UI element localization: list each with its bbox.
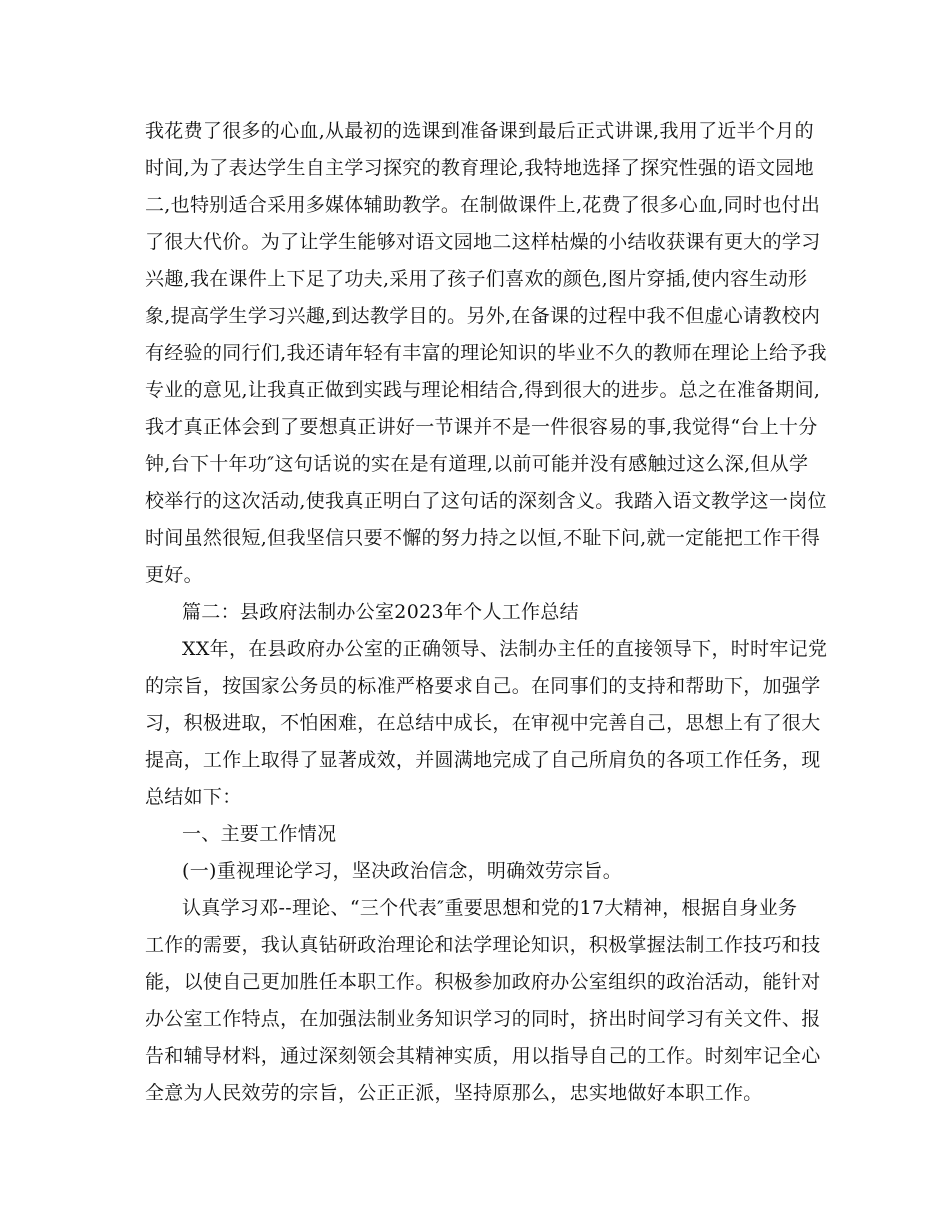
paragraph-line: 习，积极进取，不怕困难，在总结中成长，在审视中完善自己，思想上有了很大 xyxy=(145,712,821,734)
paragraph-line: 我才真正体会到了要想真正讲好一节课并不是一件很容易的事,我觉得“台上十分 xyxy=(145,416,818,438)
paragraph-line: 了很大代价。为了让学生能够对语文园地二这样枯燥的小结收获课有更大的学习 xyxy=(145,231,821,253)
paragraph-line: 更好。 xyxy=(145,564,203,586)
paragraph-line: 能，以使自己更加胜任本职工作。积极参加政府办公室组织的政治活动，能针对 xyxy=(145,971,821,993)
subsection-heading: (一)重视理论学习，坚决政治信念，明确效劳宗旨。 xyxy=(182,860,623,882)
paragraph-line: 办公室工作特点，在加强法制业务知识学习的同时，挤出时间学习有关文件、报 xyxy=(145,1008,821,1030)
paragraph-line: 校举行的这次活动,使我真正明白了这句话的深刻含义。我踏入语文教学这一岗位 xyxy=(145,490,827,512)
paragraph-line: 兴趣,我在课件上下足了功夫,采用了孩子们喜欢的颜色,图片穿插,使内容生动形 xyxy=(145,268,808,290)
section-heading: 篇二：县政府法制办公室2023年个人工作总结 xyxy=(182,601,579,623)
subsection-heading: 一、主要工作情况 xyxy=(182,823,337,845)
paragraph-line: 提高，工作上取得了显著成效，并圆满地完成了自己所肩负的各项工作任务，现 xyxy=(145,749,821,771)
paragraph-line: 总结如下： xyxy=(145,786,242,808)
paragraph-line: 告和辅导材料，通过深刻领会其精神实质，用以指导自己的工作。时刻牢记全心 xyxy=(145,1045,821,1067)
paragraph-line: 象,提高学生学习兴趣,到达教学目的。另外,在备课的过程中我不但虚心请教校内 xyxy=(145,305,821,327)
paragraph-line: 钟,台下十年功″这句话说的实在是有道理,以前可能并没有感触过这么深,但从学 xyxy=(145,453,809,475)
paragraph-line: 有经验的同行们,我还请年轻有丰富的理论知识的毕业不久的教师在理论上给予我 xyxy=(145,342,827,364)
paragraph-line: 时间,为了表达学生自主学习探究的教育理论,我特地选择了探究性强的语文园地 xyxy=(145,157,814,179)
paragraph-line: 时间虽然很短,但我坚信只要不懈的努力持之以恒,不耻下问,就一定能把工作干得 xyxy=(145,527,821,549)
paragraph-line: 的宗旨，按国家公务员的标准严格要求自己。在同事们的支持和帮助下，加强学 xyxy=(145,675,821,697)
paragraph-line: 我花费了很多的心血,从最初的选课到准备课到最后正式讲课,我用了近半个月的 xyxy=(145,120,814,142)
paragraph-line: 认真学习邓--理论、“三个代表″重要思想和党的17大精神，根据自身业务 xyxy=(182,897,798,919)
paragraph-line: 全意为人民效劳的宗旨，公正正派，坚持原那么，忠实地做好本职工作。 xyxy=(145,1082,763,1104)
paragraph-line: 工作的需要，我认真钻研政治理论和法学理论知识，积极掌握法制工作技巧和技 xyxy=(145,934,821,956)
paragraph-line: 专业的意见,让我真正做到实践与理论相结合,得到很大的进步。总之在准备期间, xyxy=(145,379,821,401)
paragraph-line: XX年，在县政府办公室的正确领导、法制办主任的直接领导下，时时牢记党 xyxy=(182,638,828,660)
paragraph-line: 二,也特别适合采用多媒体辅助教学。在制做课件上,花费了很多心血,同时也付出 xyxy=(145,194,821,216)
